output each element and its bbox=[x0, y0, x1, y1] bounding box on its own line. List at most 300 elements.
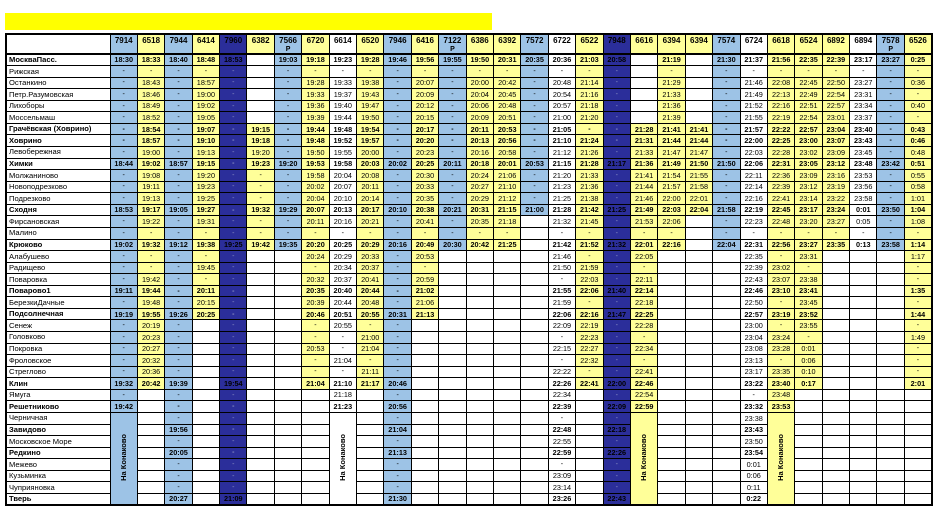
time-cell: 19:19 bbox=[110, 308, 137, 320]
empty-cell bbox=[795, 424, 822, 436]
empty-cell bbox=[685, 227, 712, 239]
time-cell: 21:42 bbox=[576, 204, 603, 216]
empty-cell bbox=[685, 89, 712, 101]
no-stop-cell: - bbox=[603, 262, 630, 274]
empty-cell bbox=[247, 412, 274, 424]
empty-cell bbox=[247, 343, 274, 355]
time-cell: 21:12 bbox=[548, 147, 575, 159]
empty-cell bbox=[904, 389, 932, 401]
time-cell: 19:55 bbox=[137, 308, 164, 320]
time-cell: 21:11 bbox=[357, 366, 384, 378]
no-stop-cell: - bbox=[110, 147, 137, 159]
time-cell: 21:47 bbox=[658, 147, 685, 159]
empty-cell bbox=[713, 412, 740, 424]
train-number-header: 6386 bbox=[466, 34, 493, 54]
no-stop-cell: - bbox=[247, 227, 274, 239]
empty-cell bbox=[850, 389, 877, 401]
empty-cell bbox=[658, 285, 685, 297]
empty-cell bbox=[630, 66, 657, 78]
time-cell: 23:14 bbox=[548, 482, 575, 494]
empty-cell bbox=[466, 355, 493, 367]
time-cell: 19:29 bbox=[274, 204, 301, 216]
station-name: Решетниково bbox=[6, 401, 110, 413]
time-cell: 23:32 bbox=[740, 401, 767, 413]
time-cell: 19:28 bbox=[302, 77, 329, 89]
station-name: Сходня bbox=[6, 204, 110, 216]
empty-cell bbox=[850, 251, 877, 263]
time-cell: 22:34 bbox=[630, 343, 657, 355]
time-cell: 20:37 bbox=[329, 274, 356, 286]
time-cell: 20:56 bbox=[384, 401, 411, 413]
time-cell: 21:44 bbox=[658, 135, 685, 147]
no-stop-cell: - bbox=[165, 66, 192, 78]
time-cell: 22:06 bbox=[740, 158, 767, 170]
empty-cell bbox=[658, 401, 685, 413]
no-stop-cell: - bbox=[165, 332, 192, 344]
empty-cell bbox=[850, 320, 877, 332]
time-cell: 21:49 bbox=[630, 204, 657, 216]
time-cell: 20:13 bbox=[329, 204, 356, 216]
timetable bbox=[5, 33, 933, 506]
empty-cell bbox=[822, 274, 849, 286]
station-name: Грачёвская (Ховрино) bbox=[6, 123, 110, 135]
empty-cell bbox=[685, 239, 712, 251]
empty-cell bbox=[192, 412, 219, 424]
time-cell: 23:12 bbox=[822, 158, 849, 170]
empty-cell bbox=[411, 332, 438, 344]
time-cell: 22:16 bbox=[658, 239, 685, 251]
empty-cell bbox=[274, 401, 301, 413]
time-cell: 21:50 bbox=[713, 158, 740, 170]
no-stop-cell: - bbox=[329, 343, 356, 355]
time-cell: 23:05 bbox=[795, 158, 822, 170]
empty-cell bbox=[658, 424, 685, 436]
time-cell: 23:19 bbox=[822, 181, 849, 193]
no-stop-cell: - bbox=[521, 135, 548, 147]
time-cell: 22:19 bbox=[576, 320, 603, 332]
no-stop-cell: - bbox=[548, 355, 575, 367]
time-cell: 22:32 bbox=[576, 355, 603, 367]
time-cell: 0:40 bbox=[904, 100, 932, 112]
time-cell: 20:53 bbox=[302, 343, 329, 355]
time-cell: 20:10 bbox=[329, 193, 356, 205]
time-cell: 23:12 bbox=[795, 181, 822, 193]
empty-cell bbox=[439, 262, 466, 274]
empty-cell bbox=[850, 355, 877, 367]
empty-cell bbox=[247, 482, 274, 494]
empty-cell bbox=[274, 308, 301, 320]
time-cell: 21:20 bbox=[576, 112, 603, 124]
station-name: Химки bbox=[6, 158, 110, 170]
no-stop-cell: - bbox=[247, 170, 274, 182]
no-stop-cell: - bbox=[274, 216, 301, 228]
empty-cell bbox=[192, 470, 219, 482]
time-cell: 20:03 bbox=[357, 158, 384, 170]
time-cell: 23:53 bbox=[767, 401, 794, 413]
no-stop-cell: - bbox=[384, 181, 411, 193]
time-cell: 20:04 bbox=[466, 89, 493, 101]
empty-cell bbox=[411, 412, 438, 424]
time-cell: 22:25 bbox=[630, 308, 657, 320]
time-cell: 20:17 bbox=[357, 204, 384, 216]
train-number-header: 6524 bbox=[795, 34, 822, 54]
empty-cell bbox=[822, 401, 849, 413]
no-stop-cell: - bbox=[603, 170, 630, 182]
empty-cell bbox=[247, 436, 274, 448]
no-stop-cell: - bbox=[384, 285, 411, 297]
no-stop-cell: - bbox=[110, 274, 137, 286]
no-stop-cell: - bbox=[877, 227, 904, 239]
time-cell: 20:34 bbox=[329, 262, 356, 274]
no-stop-cell: - bbox=[384, 170, 411, 182]
station-name: МоскваПасс. bbox=[6, 54, 110, 66]
station-name: Фроловское bbox=[6, 355, 110, 367]
time-cell: 22:43 bbox=[740, 274, 767, 286]
time-cell: 19:44 bbox=[302, 123, 329, 135]
empty-cell bbox=[685, 412, 712, 424]
no-stop-cell: - bbox=[274, 66, 301, 78]
train-number-header: 6520 bbox=[357, 34, 384, 54]
empty-cell bbox=[274, 424, 301, 436]
no-stop-cell: - bbox=[603, 320, 630, 332]
no-stop-cell: - bbox=[603, 181, 630, 193]
empty-cell bbox=[713, 401, 740, 413]
time-cell: 21:52 bbox=[576, 239, 603, 251]
empty-cell bbox=[137, 424, 164, 436]
empty-cell bbox=[904, 447, 932, 459]
branch-note-cell: На Конаково bbox=[630, 412, 657, 505]
no-stop-cell: - bbox=[302, 332, 329, 344]
empty-cell bbox=[795, 389, 822, 401]
time-cell: 21:46 bbox=[630, 193, 657, 205]
time-cell: 22:26 bbox=[548, 378, 575, 390]
empty-cell bbox=[411, 401, 438, 413]
no-stop-cell: - bbox=[110, 355, 137, 367]
empty-cell bbox=[685, 482, 712, 494]
empty-cell bbox=[521, 308, 548, 320]
time-cell: 22:16 bbox=[767, 100, 794, 112]
time-cell: 22:03 bbox=[576, 274, 603, 286]
no-stop-cell: - bbox=[521, 89, 548, 101]
time-cell: 20:48 bbox=[494, 100, 521, 112]
no-stop-cell: - bbox=[713, 77, 740, 89]
time-cell: 21:49 bbox=[740, 89, 767, 101]
empty-cell bbox=[494, 251, 521, 263]
empty-cell bbox=[822, 366, 849, 378]
empty-cell bbox=[877, 320, 904, 332]
no-stop-cell: - bbox=[220, 424, 247, 436]
no-stop-cell: - bbox=[247, 193, 274, 205]
no-stop-cell: - bbox=[220, 297, 247, 309]
no-stop-cell: - bbox=[630, 262, 657, 274]
time-cell: 21:04 bbox=[357, 343, 384, 355]
no-stop-cell: - bbox=[220, 459, 247, 471]
time-cell: 21:59 bbox=[548, 297, 575, 309]
no-stop-cell: - bbox=[220, 158, 247, 170]
time-cell: 23:40 bbox=[850, 123, 877, 135]
time-cell: 21:15 bbox=[548, 158, 575, 170]
no-stop-cell: - bbox=[576, 251, 603, 263]
empty-cell bbox=[247, 447, 274, 459]
empty-cell bbox=[192, 493, 219, 505]
time-cell: 19:50 bbox=[302, 147, 329, 159]
no-stop-cell: - bbox=[548, 227, 575, 239]
train-number-header: 6382 bbox=[247, 34, 274, 54]
empty-cell bbox=[494, 424, 521, 436]
empty-cell bbox=[494, 262, 521, 274]
empty-cell bbox=[877, 482, 904, 494]
time-cell: 21:15 bbox=[494, 204, 521, 216]
no-stop-cell: - bbox=[439, 170, 466, 182]
empty-cell bbox=[357, 412, 384, 424]
empty-cell bbox=[247, 401, 274, 413]
train-number-header: 7122 Р bbox=[439, 34, 466, 54]
no-stop-cell: - bbox=[274, 227, 301, 239]
time-cell: 19:44 bbox=[137, 285, 164, 297]
time-cell: 21:50 bbox=[685, 158, 712, 170]
train-number-header: 6722 bbox=[548, 34, 575, 54]
time-cell: 22:03 bbox=[740, 147, 767, 159]
empty-cell bbox=[713, 470, 740, 482]
time-cell: 18:52 bbox=[137, 112, 164, 124]
empty-cell bbox=[302, 482, 329, 494]
time-cell: 19:48 bbox=[302, 135, 329, 147]
empty-cell bbox=[357, 424, 384, 436]
empty-cell bbox=[795, 470, 822, 482]
empty-cell bbox=[521, 239, 548, 251]
no-stop-cell: - bbox=[357, 66, 384, 78]
no-stop-cell: - bbox=[439, 66, 466, 78]
time-cell: 19:18 bbox=[302, 54, 329, 66]
empty-cell bbox=[822, 459, 849, 471]
time-cell: 20:58 bbox=[494, 147, 521, 159]
train-number-header: 6616 bbox=[630, 34, 657, 54]
no-stop-cell: - bbox=[384, 459, 411, 471]
empty-cell bbox=[658, 436, 685, 448]
time-cell: 21:28 bbox=[548, 204, 575, 216]
time-cell: 22:59 bbox=[548, 447, 575, 459]
time-cell: 21:46 bbox=[548, 251, 575, 263]
empty-cell bbox=[192, 401, 219, 413]
time-cell: 23:43 bbox=[740, 424, 767, 436]
no-stop-cell: - bbox=[850, 227, 877, 239]
time-cell: 19:55 bbox=[329, 147, 356, 159]
empty-cell bbox=[494, 459, 521, 471]
no-stop-cell: - bbox=[247, 216, 274, 228]
time-cell: 19:02 bbox=[110, 239, 137, 251]
empty-cell bbox=[795, 493, 822, 505]
time-cell: 21:46 bbox=[740, 77, 767, 89]
no-stop-cell: - bbox=[576, 366, 603, 378]
no-stop-cell: - bbox=[220, 412, 247, 424]
time-cell: 22:39 bbox=[822, 54, 849, 66]
time-cell: 20:56 bbox=[494, 135, 521, 147]
time-cell: 22:45 bbox=[795, 77, 822, 89]
no-stop-cell: - bbox=[357, 320, 384, 332]
empty-cell bbox=[439, 424, 466, 436]
station-name: Тверь bbox=[6, 493, 110, 505]
time-cell: 19:08 bbox=[137, 170, 164, 182]
time-cell: 23:22 bbox=[740, 378, 767, 390]
no-stop-cell: - bbox=[713, 147, 740, 159]
time-cell: 20:29 bbox=[329, 251, 356, 263]
time-cell: 18:44 bbox=[110, 158, 137, 170]
time-cell: 22:14 bbox=[740, 181, 767, 193]
train-number-header: 7578 Р bbox=[877, 34, 904, 54]
no-stop-cell: - bbox=[165, 251, 192, 263]
time-cell: 22:45 bbox=[767, 204, 794, 216]
no-stop-cell: - bbox=[384, 470, 411, 482]
time-cell: 21:05 bbox=[548, 123, 575, 135]
empty-cell bbox=[658, 482, 685, 494]
empty-cell bbox=[274, 343, 301, 355]
time-cell: 22:39 bbox=[548, 401, 575, 413]
empty-cell bbox=[274, 262, 301, 274]
time-cell: 23:02 bbox=[795, 147, 822, 159]
no-stop-cell: - bbox=[384, 389, 411, 401]
empty-cell bbox=[576, 401, 603, 413]
time-cell: 20:27 bbox=[466, 181, 493, 193]
time-cell: 19:46 bbox=[384, 54, 411, 66]
time-cell: 19:15 bbox=[247, 123, 274, 135]
no-stop-cell: - bbox=[165, 100, 192, 112]
no-stop-cell: - bbox=[384, 89, 411, 101]
time-cell: 21:00 bbox=[548, 112, 575, 124]
empty-cell bbox=[685, 112, 712, 124]
empty-cell bbox=[439, 343, 466, 355]
no-stop-cell: - bbox=[220, 470, 247, 482]
time-cell: 21:50 bbox=[548, 262, 575, 274]
empty-cell bbox=[685, 436, 712, 448]
no-stop-cell: - bbox=[220, 332, 247, 344]
empty-cell bbox=[521, 216, 548, 228]
no-stop-cell: - bbox=[220, 262, 247, 274]
time-cell: 19:50 bbox=[466, 54, 493, 66]
no-stop-cell: - bbox=[630, 355, 657, 367]
no-stop-cell: - bbox=[220, 123, 247, 135]
empty-cell bbox=[274, 412, 301, 424]
no-stop-cell: - bbox=[904, 227, 932, 239]
time-cell: 1:01 bbox=[904, 193, 932, 205]
no-stop-cell: - bbox=[904, 297, 932, 309]
empty-cell bbox=[850, 470, 877, 482]
time-cell: 23:01 bbox=[822, 112, 849, 124]
no-stop-cell: - bbox=[384, 193, 411, 205]
time-cell: 0:05 bbox=[850, 216, 877, 228]
empty-cell bbox=[466, 262, 493, 274]
time-cell: 18:54 bbox=[137, 123, 164, 135]
time-cell: 21:32 bbox=[548, 216, 575, 228]
time-cell: 1:35 bbox=[904, 285, 932, 297]
empty-cell bbox=[658, 262, 685, 274]
no-stop-cell: - bbox=[274, 170, 301, 182]
empty-cell bbox=[274, 378, 301, 390]
empty-cell bbox=[877, 436, 904, 448]
time-cell: 20:32 bbox=[302, 274, 329, 286]
station-name: Ховрино bbox=[6, 135, 110, 147]
time-cell: 22:35 bbox=[740, 251, 767, 263]
time-cell: 21:57 bbox=[658, 181, 685, 193]
empty-cell bbox=[850, 274, 877, 286]
time-cell: 18:48 bbox=[192, 54, 219, 66]
time-cell: 23:13 bbox=[740, 355, 767, 367]
time-cell: 20:16 bbox=[384, 239, 411, 251]
time-cell: 22:04 bbox=[685, 204, 712, 216]
time-cell: 22:28 bbox=[630, 320, 657, 332]
empty-cell bbox=[247, 493, 274, 505]
no-stop-cell: - bbox=[767, 297, 794, 309]
time-cell: 20:31 bbox=[466, 204, 493, 216]
time-cell: 22:41 bbox=[767, 193, 794, 205]
no-stop-cell: - bbox=[904, 366, 932, 378]
empty-cell bbox=[192, 320, 219, 332]
no-stop-cell: - bbox=[411, 262, 438, 274]
time-cell: 20:21 bbox=[357, 216, 384, 228]
no-stop-cell: - bbox=[740, 389, 767, 401]
time-cell: 23:08 bbox=[740, 343, 767, 355]
time-cell: 22:22 bbox=[548, 366, 575, 378]
no-stop-cell: - bbox=[329, 332, 356, 344]
empty-cell bbox=[247, 424, 274, 436]
empty-cell bbox=[822, 412, 849, 424]
no-stop-cell: - bbox=[576, 66, 603, 78]
no-stop-cell: - bbox=[384, 66, 411, 78]
no-stop-cell: - bbox=[521, 100, 548, 112]
empty-cell bbox=[576, 424, 603, 436]
empty-cell bbox=[795, 436, 822, 448]
time-cell: 23:26 bbox=[548, 493, 575, 505]
no-stop-cell: - bbox=[165, 123, 192, 135]
time-cell: 22:56 bbox=[767, 239, 794, 251]
empty-cell bbox=[494, 343, 521, 355]
time-cell: 0:43 bbox=[904, 123, 932, 135]
empty-cell bbox=[877, 274, 904, 286]
time-cell: 22:27 bbox=[576, 343, 603, 355]
empty-cell bbox=[822, 447, 849, 459]
no-stop-cell: - bbox=[877, 181, 904, 193]
time-cell: 20:59 bbox=[411, 274, 438, 286]
empty-cell bbox=[822, 251, 849, 263]
no-stop-cell: - bbox=[494, 66, 521, 78]
empty-cell bbox=[822, 262, 849, 274]
empty-cell bbox=[877, 470, 904, 482]
time-cell: 19:56 bbox=[165, 424, 192, 436]
time-cell: 20:40 bbox=[329, 285, 356, 297]
station-name: Межево bbox=[6, 459, 110, 471]
time-cell: 1:17 bbox=[904, 251, 932, 263]
no-stop-cell: - bbox=[521, 112, 548, 124]
no-stop-cell: - bbox=[137, 66, 164, 78]
empty-cell bbox=[494, 285, 521, 297]
empty-cell bbox=[685, 100, 712, 112]
empty-cell bbox=[850, 285, 877, 297]
no-stop-cell: - bbox=[603, 135, 630, 147]
time-cell: 22:35 bbox=[795, 54, 822, 66]
no-stop-cell: - bbox=[220, 193, 247, 205]
empty-cell bbox=[192, 378, 219, 390]
time-cell: 21:06 bbox=[411, 297, 438, 309]
empty-cell bbox=[521, 320, 548, 332]
time-cell: 20:00 bbox=[466, 77, 493, 89]
time-cell: 22:39 bbox=[767, 181, 794, 193]
time-cell: 21:10 bbox=[329, 378, 356, 390]
time-cell: 21:24 bbox=[576, 135, 603, 147]
empty-cell bbox=[411, 378, 438, 390]
time-cell: 23:38 bbox=[740, 412, 767, 424]
time-cell: 23:16 bbox=[822, 170, 849, 182]
empty-cell bbox=[411, 320, 438, 332]
empty-cell bbox=[302, 493, 329, 505]
